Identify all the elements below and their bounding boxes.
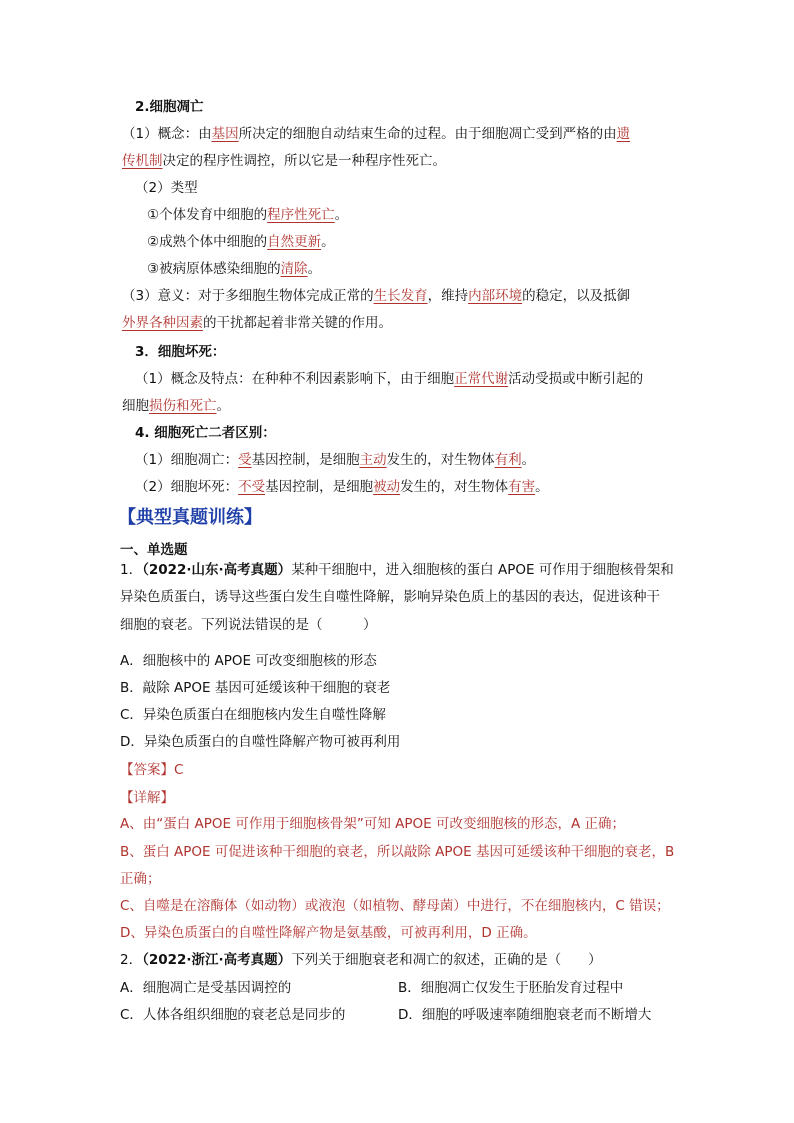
s4-row-necrosis: （2）细胞坏死：不受基因控制，是细胞被动发生的，对生物体有害。 [135, 479, 549, 495]
section-3-title: 3．细胞坏死： [135, 344, 226, 360]
s2-significance-line2: 外界各种因素的干扰都起着非常关键的作用。 [122, 315, 392, 331]
blank-clearance: 清除 [280, 261, 308, 277]
blank-controlled: 受 [238, 452, 252, 468]
blank-external-factors: 外界各种因素 [122, 315, 203, 331]
blank-active: 主动 [359, 452, 387, 468]
blank-internal-environment: 内部环境 [468, 288, 523, 304]
blank-genetic-mechanism-part1: 遗 [616, 126, 631, 142]
q1-answer: 【答案】C [120, 762, 184, 778]
s2-type-2: ②成熟个体中细胞的自然更新。 [147, 234, 335, 250]
q1-detail-label: 【详解】 [120, 790, 174, 806]
s2-concept-line1: （1）概念：由基因所决定的细胞自动结束生命的过程。由于细胞凋亡受到严格的由遗 [122, 126, 631, 142]
q1-option-d: D．异染色质蛋白的自噬性降解产物可被再利用 [120, 734, 401, 750]
s2-type-3: ③被病原体感染细胞的清除。 [147, 261, 322, 277]
blank-harmful: 有害 [508, 479, 536, 495]
q2-source: （2022·浙江·高考真题） [142, 952, 292, 968]
s3-concept-line1: （1）概念及特点：在种种不利因素影响下，由于细胞正常代谢活动受损或中断引起的 [135, 371, 644, 387]
s2-type-1: ①个体发育中细胞的程序性死亡。 [147, 207, 349, 223]
q1-explanation-b-line2: 正确； [120, 871, 161, 887]
blank-passive: 被动 [373, 479, 401, 495]
q1-option-a: A．细胞核中的 APOE 可改变细胞核的形态 [120, 653, 377, 669]
q2-option-c: C．人体各组织细胞的衰老总是同步的 [120, 1007, 346, 1023]
q2-option-b: B．细胞凋亡仅发生于胚胎发育过程中 [398, 980, 624, 996]
s4-row-apoptosis: （1）细胞凋亡：受基因控制，是细胞主动发生的，对生物体有利。 [135, 452, 536, 468]
blank-beneficial: 有利 [494, 452, 522, 468]
s3-concept-line2: 细胞损伤和死亡。 [122, 398, 230, 414]
section-heading: 【典型真题训练】 [118, 507, 262, 528]
blank-natural-renewal: 自然更新 [267, 234, 322, 250]
q1-explanation-a: A、由“蛋白 APOE 可作用于细胞核骨架”可知 APOE 可改变细胞核的形态，A 正确； [120, 816, 625, 832]
q1-stem-line2: 异染色质蛋白，诱导这些蛋白发生自噬性降解，影响异染色质上的基因的表达，促进该种干 [120, 589, 660, 605]
blank-normal-metabolism: 正常代谢 [454, 371, 509, 387]
blank-not-controlled: 不受 [238, 479, 266, 495]
q1-explanation-b-line1: B、蛋白 APOE 可促进该种干细胞的衰老，所以敲除 APOE 基因可延缓该种干细胞的衰老，B [120, 844, 675, 860]
q2-option-d: D．细胞的呼吸速率随细胞衰老而不断增大 [398, 1007, 652, 1023]
s2-types-label: （2）类型 [135, 180, 198, 196]
blank-damage-death: 损伤和死亡 [149, 398, 217, 414]
blank-programmed-death: 程序性死亡 [267, 207, 335, 223]
blank-gene: 基因 [211, 126, 239, 142]
s2-concept-line2: 传机制决定的程序性调控，所以它是一种程序性死亡。 [122, 153, 446, 169]
q2-option-a: A．细胞凋亡是受基因调控的 [120, 980, 292, 996]
single-choice-heading: 一、单选题 [120, 542, 188, 558]
q1-source: （2022·山东·高考真题） [142, 562, 292, 578]
q1-stem-line3: 细胞的衰老。下列说法错误的是（ ） [120, 617, 377, 633]
section-2-title: 2.细胞凋亡 [135, 99, 204, 115]
s2-significance-line1: （3）意义：对于多细胞生物体完成正常的生长发育，维持内部环境的稳定，以及抵御 [122, 288, 631, 304]
q1-option-b: B．敲除 APOE 基因可延缓该种干细胞的衰老 [120, 680, 391, 696]
section-4-title: 4. 细胞死亡二者区别： [135, 425, 276, 441]
blank-genetic-mechanism-part2: 传机制 [122, 153, 163, 169]
q1-stem-line1: 1．（2022·山东·高考真题）某种干细胞中，进入细胞核的蛋白 APOE 可作用于细胞核骨架和 [120, 562, 674, 578]
q2-stem: 2．（2022·浙江·高考真题）下列关于细胞衰老和凋亡的叙述，正确的是（ ） [120, 952, 602, 968]
q1-option-c: C．异染色质蛋白在细胞核内发生自噬性降解 [120, 707, 386, 723]
q1-explanation-c: C、自噬是在溶酶体（如动物）或液泡（如植物、酵母菌）中进行，不在细胞核内，C 错误； [120, 898, 670, 914]
q1-explanation-d: D、异染色质蛋白的自噬性降解产物是氨基酸，可被再利用，D 正确。 [120, 925, 537, 941]
blank-growth-development: 生长发育 [373, 288, 428, 304]
